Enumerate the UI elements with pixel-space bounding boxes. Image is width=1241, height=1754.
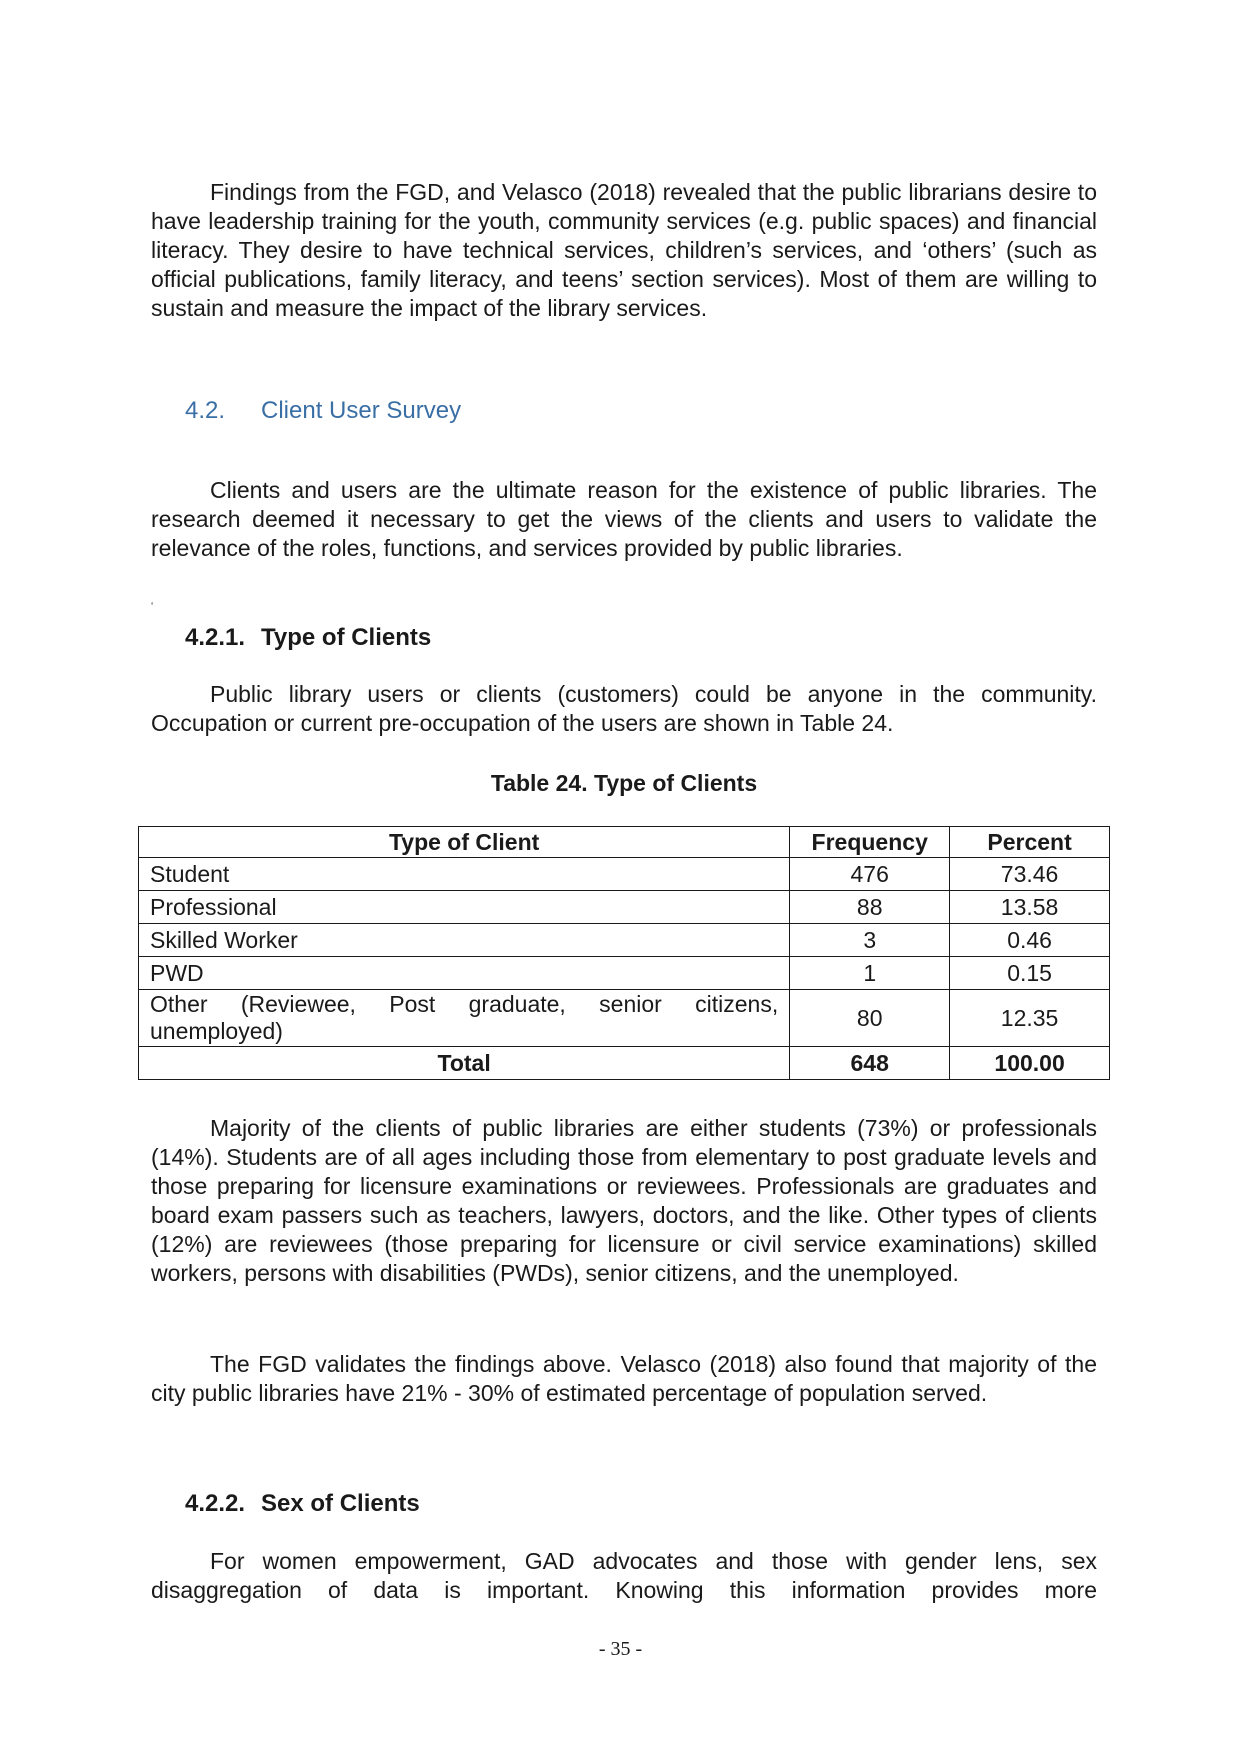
page-number: - 35 - [598, 1638, 643, 1660]
cell-frequency: 3 [790, 924, 950, 957]
header-frequency: Frequency [790, 827, 950, 858]
type-of-clients-table [138, 826, 1110, 1080]
cell-percent: 73.46 [950, 858, 1110, 891]
table-caption: Table 24. Type of Clients [490, 770, 758, 796]
paragraph-women-empowerment: For women empowerment, GAD advocates and those with gender lens, sex disaggregation of data is important. Knowing this information provides more [151, 1548, 1097, 1603]
cell-total-frequency: 648 [790, 1047, 950, 1080]
cell-percent: 0.46 [950, 924, 1110, 957]
cell-frequency: 476 [790, 858, 950, 891]
subsection-heading-type-of-clients [185, 623, 431, 653]
cell-total-percent: 100.00 [950, 1047, 1110, 1080]
section-heading-client-user-survey [185, 396, 461, 426]
cell-percent: 0.15 [950, 957, 1110, 990]
table-row [139, 858, 1110, 891]
subsection-title: Type of Clients [261, 624, 432, 651]
cell-type: Other (Reviewee, Post graduate, senior citizens, unemployed) [139, 990, 790, 1047]
subsection-heading-sex-of-clients [185, 1489, 420, 1519]
cell-type: Skilled Worker [139, 924, 790, 957]
cell-type: Student [139, 858, 790, 891]
table-row [139, 891, 1110, 924]
table-row [139, 924, 1110, 957]
cell-frequency: 1 [790, 957, 950, 990]
header-percent: Percent [950, 827, 1110, 858]
table-header-row [139, 827, 1110, 858]
cell-frequency: 88 [790, 891, 950, 924]
cell-type: PWD [139, 957, 790, 990]
cell-frequency: 80 [790, 990, 950, 1047]
table-row [139, 957, 1110, 990]
section-title: Client User Survey [261, 397, 462, 424]
subsection-number: 4.2.1. [185, 624, 246, 651]
cell-type: Professional [139, 891, 790, 924]
subsection-title: Sex of Clients [261, 1490, 420, 1517]
cell-percent: 12.35 [950, 990, 1110, 1047]
table-total-row [139, 1047, 1110, 1080]
cell-total-label: Total [139, 1047, 790, 1080]
section-number: 4.2. [185, 397, 226, 424]
paragraph-clients-intro: Clients and users are the ultimate reason for the existence of public libraries. The research deemed it necessary to get the views of the clients and users to validate the relevance of the roles, functions, and services provided by public libraries. [151, 477, 1097, 561]
paragraph-findings: Findings from the FGD, and Velasco (2018) revealed that the public librarians desire to have leadership training for the youth, community services (e.g. public spaces) and financial literacy. They desire to have technical services, children’s services, and ‘others’ (such as official publications, family literacy, and teens’ section services). Most of them are willing to sustain and measure the impact of the library services. [151, 179, 1097, 321]
table-row [139, 990, 1110, 1047]
paragraph-users-occupation: Public library users or clients (customers) could be anyone in the community. Occupation or current pre-occupation of the users are shown in Table 24. [151, 681, 1097, 736]
subsection-number: 4.2.2. [185, 1490, 246, 1517]
paragraph-fgd-validates: The FGD validates the findings above. Velasco (2018) also found that majority of the city public libraries have 21% - 30% of estimated percentage of population served. [151, 1351, 1097, 1406]
header-type-of-client: Type of Client [139, 827, 790, 858]
cell-percent: 13.58 [950, 891, 1110, 924]
stray-mark: ‘ [151, 601, 154, 612]
paragraph-majority-clients: Majority of the clients of public libraries are either students (73%) or professionals (14%). Students are of all ages including those from elementary to post graduate levels and those preparing for licensure examinations or reviewees. Professionals are graduates and board exam passers such as teachers, lawyers, doctors, and the like. Other types of clients (12%) are reviewees (those preparing for licensure or civil service examinations) skilled workers, persons with disabilities (PWDs), senior citizens, and the unemployed. [151, 1115, 1097, 1286]
